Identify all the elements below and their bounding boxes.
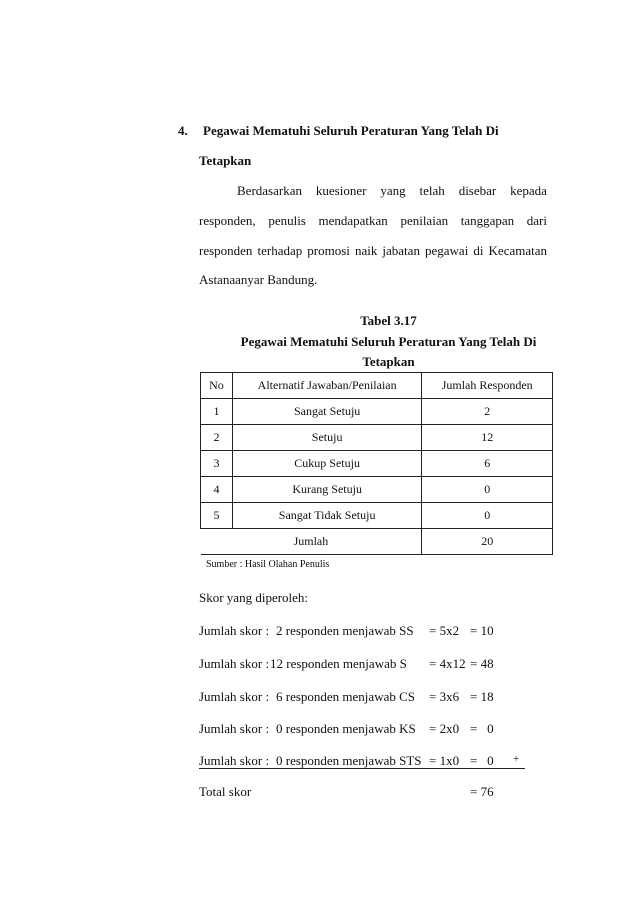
total-label: Jumlah — [201, 529, 422, 555]
cell-no: 5 — [201, 503, 233, 529]
column-header-no: No — [201, 373, 233, 399]
paragraph-word: penulis — [268, 213, 306, 228]
score-result: = 10 — [470, 623, 494, 638]
paragraph-word: Kecamatan — [488, 243, 547, 258]
section-number: 4. — [178, 123, 188, 138]
paragraph-word: pegawai — [425, 243, 469, 258]
table-title-continued: Tetapkan — [362, 354, 415, 369]
paragraph-word: dari — [526, 213, 547, 228]
section-title: Pegawai Mematuhi Seluruh Peraturan Yang Telah Di — [203, 123, 499, 138]
score-label: Jumlah skor : — [199, 721, 270, 736]
paragraph-word: di — [473, 243, 484, 258]
score-label: Jumlah skor : — [199, 753, 270, 768]
score-result: = 18 — [470, 689, 494, 704]
cell-alternative: Sangat Setuju — [232, 399, 421, 425]
cell-respondents: 12 — [422, 425, 553, 451]
section-title-continued: Tetapkan — [199, 153, 252, 168]
cell-no: 4 — [201, 477, 233, 503]
table-row — [201, 477, 553, 503]
sum-divider — [199, 768, 525, 769]
paragraph-word: disebar — [458, 183, 497, 198]
paragraph-word: Berdasarkan — [237, 183, 302, 198]
paragraph-word: jabatan — [382, 243, 420, 258]
score-description: 0 responden menjawab STS — [276, 753, 422, 768]
score-label: Jumlah skor : — [199, 656, 270, 671]
paragraph-word: penilaian — [400, 213, 449, 228]
paragraph-word: naik — [354, 243, 378, 258]
cell-alternative: Kurang Setuju — [232, 477, 421, 503]
column-header-respondents: Jumlah Responden — [422, 373, 553, 399]
paragraph-line-1 — [237, 183, 547, 199]
score-result: = 48 — [470, 656, 494, 671]
paragraph-word: yang — [380, 183, 406, 198]
paragraph-word: telah — [419, 183, 445, 198]
total-score-value: = 76 — [470, 784, 494, 799]
paragraph-line-3 — [199, 243, 547, 259]
paragraph-line-2 — [199, 213, 547, 229]
score-description: 6 responden menjawab CS — [276, 689, 416, 704]
score-calculation: = 2x0 — [429, 721, 460, 736]
cell-respondents: 2 — [422, 399, 553, 425]
total-score-label: Total skor — [199, 784, 252, 799]
score-calculation: = 4x12 — [429, 656, 466, 671]
cell-no: 3 — [201, 451, 233, 477]
total-value: 20 — [422, 529, 553, 555]
paragraph-word: terhadap — [257, 243, 303, 258]
table-row — [201, 399, 553, 425]
table-title: Pegawai Mematuhi Seluruh Peraturan Yang Telah Di — [240, 334, 537, 349]
score-calculation: = 5x2 — [429, 623, 460, 638]
plus-sign: + — [513, 753, 520, 765]
paragraph-word: responden — [199, 243, 253, 258]
paragraph-word: promosi — [307, 243, 350, 258]
cell-respondents: 0 — [422, 503, 553, 529]
cell-alternative: Setuju — [232, 425, 421, 451]
cell-no: 1 — [201, 399, 233, 425]
paragraph-word: tanggapan — [460, 213, 515, 228]
paragraph-word: responden, — [199, 213, 256, 228]
score-label: Jumlah skor : — [199, 623, 270, 638]
score-description: 2 responden menjawab SS — [276, 623, 414, 638]
score-description: 0 responden menjawab KS — [276, 721, 416, 736]
score-result: = 0 — [470, 753, 494, 768]
cell-respondents: 6 — [422, 451, 553, 477]
paragraph-word: mendapatkan — [318, 213, 388, 228]
table-row — [201, 503, 553, 529]
responses-table — [200, 372, 553, 555]
cell-alternative: Cukup Setuju — [232, 451, 421, 477]
score-calculation: = 3x6 — [429, 689, 460, 704]
table-row — [201, 425, 553, 451]
cell-respondents: 0 — [422, 477, 553, 503]
score-label: Jumlah skor : — [199, 689, 270, 704]
cell-no: 2 — [201, 425, 233, 451]
paragraph-word: kepada — [510, 183, 547, 198]
paragraph-line-4: Astanaanyar Bandung. — [199, 272, 318, 287]
table-source: Sumber : Hasil Olahan Penulis — [206, 559, 330, 570]
cell-alternative: Sangat Tidak Setuju — [232, 503, 421, 529]
paragraph-word: kuesioner — [315, 183, 367, 198]
table-label: Tabel 3.17 — [360, 313, 417, 328]
table-header-row — [201, 373, 553, 399]
score-description: 12 responden menjawab S — [270, 656, 407, 671]
score-result: = 0 — [470, 721, 494, 736]
score-calculation: = 1x0 — [429, 753, 460, 768]
table-row — [201, 451, 553, 477]
column-header-alternative: Alternatif Jawaban/Penilaian — [232, 373, 421, 399]
score-heading: Skor yang diperoleh: — [199, 590, 309, 605]
table-total-row — [201, 529, 553, 555]
